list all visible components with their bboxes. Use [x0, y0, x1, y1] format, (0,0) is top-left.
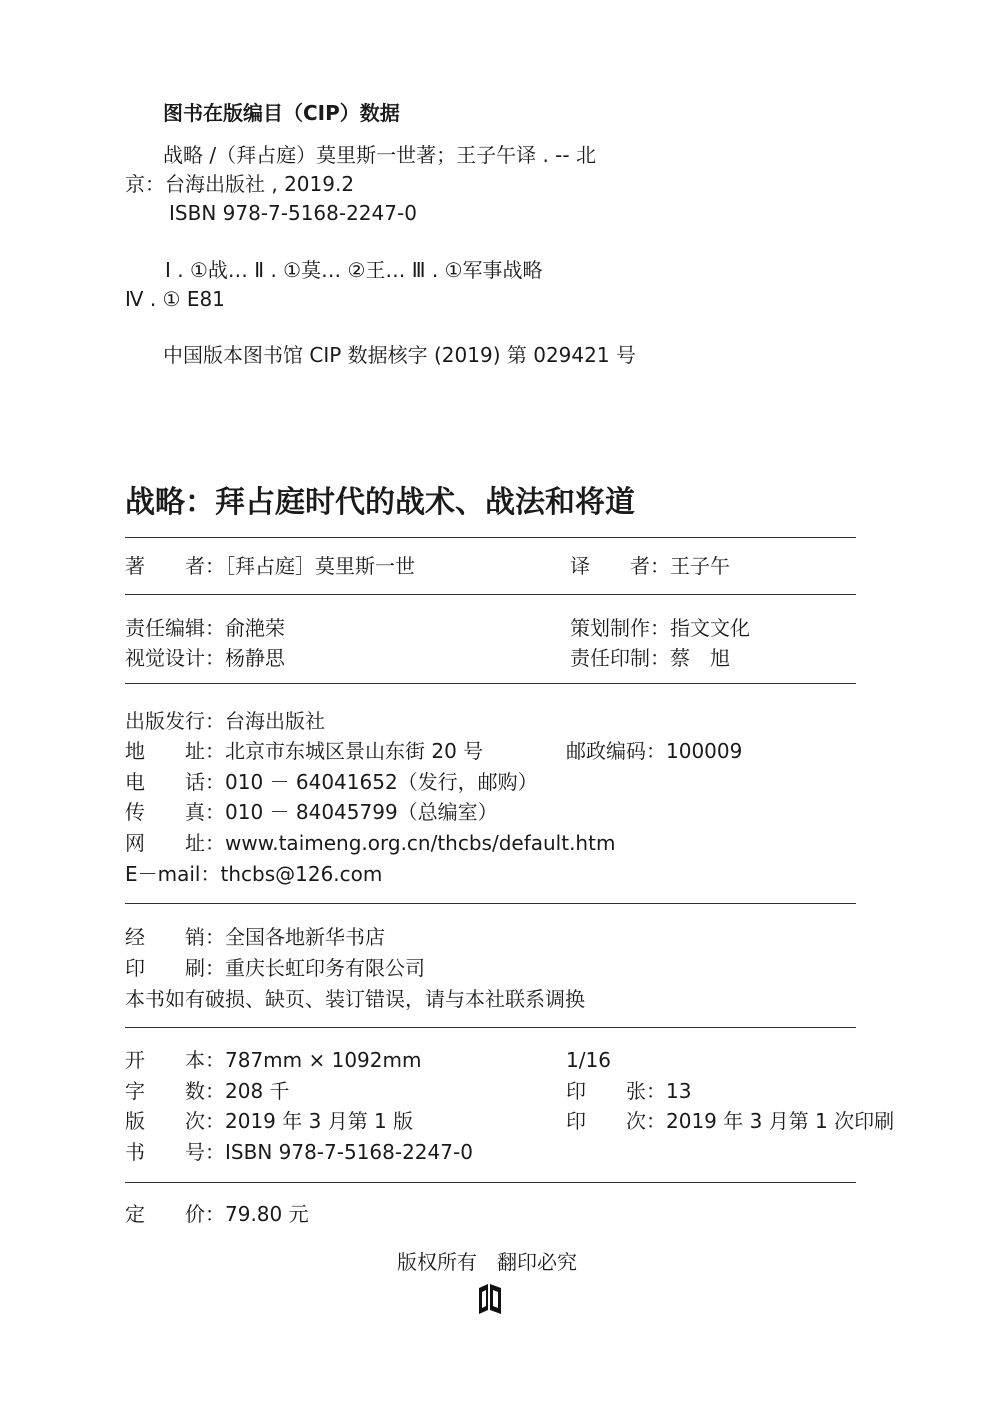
- price-value: 79.80 元: [225, 1202, 309, 1226]
- planning-value: 指文文化: [670, 616, 750, 640]
- impression-value: 2019 年 3 月第 1 次印刷: [666, 1109, 895, 1133]
- planning-row: [570, 616, 750, 640]
- divider: [125, 1182, 856, 1183]
- phone-label: 电 话：: [125, 770, 225, 794]
- phone-row: [125, 770, 538, 794]
- author-label: 著 者：: [125, 554, 225, 578]
- format-row: [125, 1048, 421, 1072]
- format-value: 787mm × 1092mm: [225, 1048, 422, 1072]
- price-row: [125, 1202, 309, 1226]
- price-label: 定 价：: [125, 1202, 225, 1226]
- edition-label: 版 次：: [125, 1109, 225, 1133]
- divider: [125, 683, 856, 684]
- impression-label: 印 次：: [566, 1109, 666, 1133]
- editor-value: 俞滟荣: [225, 616, 285, 640]
- postcode-label: 邮政编码：: [566, 739, 666, 763]
- website-label: 网 址：: [125, 831, 225, 855]
- replacement-notice: 本书如有破损、缺页、装订错误，请与本社联系调换: [125, 987, 585, 1011]
- isbn-row: [125, 1140, 473, 1164]
- words-value: 208 千: [225, 1079, 290, 1103]
- seller-value: 全国各地新华书店: [225, 925, 385, 949]
- seller-row: [125, 925, 385, 949]
- printing-responsible-row: [570, 646, 730, 670]
- cip-line-6: 中国版本图书馆 CIP 数据核字 (2019) 第 029421 号: [163, 343, 636, 367]
- isbn-value: ISBN 978-7-5168-2247-0: [225, 1140, 473, 1164]
- edition-value: 2019 年 3 月第 1 版: [225, 1109, 414, 1133]
- printer-label: 印 刷：: [125, 956, 225, 980]
- website-row: [125, 831, 615, 855]
- cip-line-2: 京：台海出版社 , 2019.2: [125, 172, 355, 196]
- printing-responsible-value: 蔡 旭: [670, 646, 730, 670]
- seller-label: 经 销：: [125, 925, 225, 949]
- book-title: 战略：拜占庭时代的战术、战法和将道: [125, 485, 635, 520]
- translator-label: 译 者：: [570, 554, 670, 578]
- author-row: [125, 554, 415, 578]
- translator-value: 王子午: [670, 554, 730, 578]
- fax-value: 010 － 84045799（总编室）: [225, 800, 498, 824]
- email-link[interactable]: thcbs@126.com: [220, 862, 383, 886]
- fax-label: 传 真：: [125, 800, 225, 824]
- cip-heading: 图书在版编目（CIP）数据: [163, 101, 400, 125]
- design-row: [125, 646, 285, 670]
- issuer-row: [125, 709, 325, 733]
- isbn-label: 书 号：: [125, 1140, 225, 1164]
- postcode-value: 100009: [666, 739, 743, 763]
- design-value: 杨静思: [225, 646, 285, 670]
- author-value: ［拜占庭］莫里斯一世: [225, 554, 415, 578]
- issuer-value: 台海出版社: [225, 709, 325, 733]
- website-link[interactable]: www.taimeng.org.cn/thcbs/default.htm: [225, 831, 616, 855]
- sheets-value: 13: [666, 1079, 692, 1103]
- fax-row: [125, 800, 498, 824]
- divider: [125, 537, 856, 538]
- translator-row: [570, 554, 730, 578]
- postcode-row: [566, 739, 742, 763]
- cip-line-3: ISBN 978-7-5168-2247-0: [169, 201, 417, 225]
- sheets-row: [566, 1079, 691, 1103]
- publisher-logo-icon: [477, 1282, 503, 1316]
- format-fraction: 1/16: [566, 1048, 611, 1072]
- copyright-notice: 版权所有 翻印必究: [397, 1250, 577, 1274]
- cip-line-5: Ⅳ . ① E81: [125, 287, 225, 311]
- cip-line-4: Ⅰ . ①战… Ⅱ . ①莫… ②王… Ⅲ . ①军事战略: [165, 258, 543, 282]
- phone-value: 010 － 64041652（发行，邮购）: [225, 770, 538, 794]
- printer-row: [125, 956, 425, 980]
- edition-row: [125, 1109, 413, 1133]
- sheets-label: 印 张：: [566, 1079, 666, 1103]
- printer-value: 重庆长虹印务有限公司: [225, 956, 425, 980]
- email-label: E－mail：: [125, 862, 221, 886]
- issuer-label: 出版发行：: [125, 709, 225, 733]
- impression-row: [566, 1109, 894, 1133]
- editor-label: 责任编辑：: [125, 616, 225, 640]
- planning-label: 策划制作：: [570, 616, 670, 640]
- address-value: 北京市东城区景山东街 20 号: [225, 739, 484, 763]
- editor-row: [125, 616, 285, 640]
- email-row: [125, 862, 382, 886]
- divider: [125, 594, 856, 595]
- address-label: 地 址：: [125, 739, 225, 763]
- words-label: 字 数：: [125, 1079, 225, 1103]
- format-label: 开 本：: [125, 1048, 225, 1072]
- design-label: 视觉设计：: [125, 646, 225, 670]
- address-row: [125, 739, 483, 763]
- words-row: [125, 1079, 290, 1103]
- cip-line-1: 战略 /（拜占庭）莫里斯一世著；王子午译 . -- 北: [163, 143, 596, 167]
- divider: [125, 1027, 856, 1028]
- divider: [125, 903, 856, 904]
- printing-responsible-label: 责任印制：: [570, 646, 670, 670]
